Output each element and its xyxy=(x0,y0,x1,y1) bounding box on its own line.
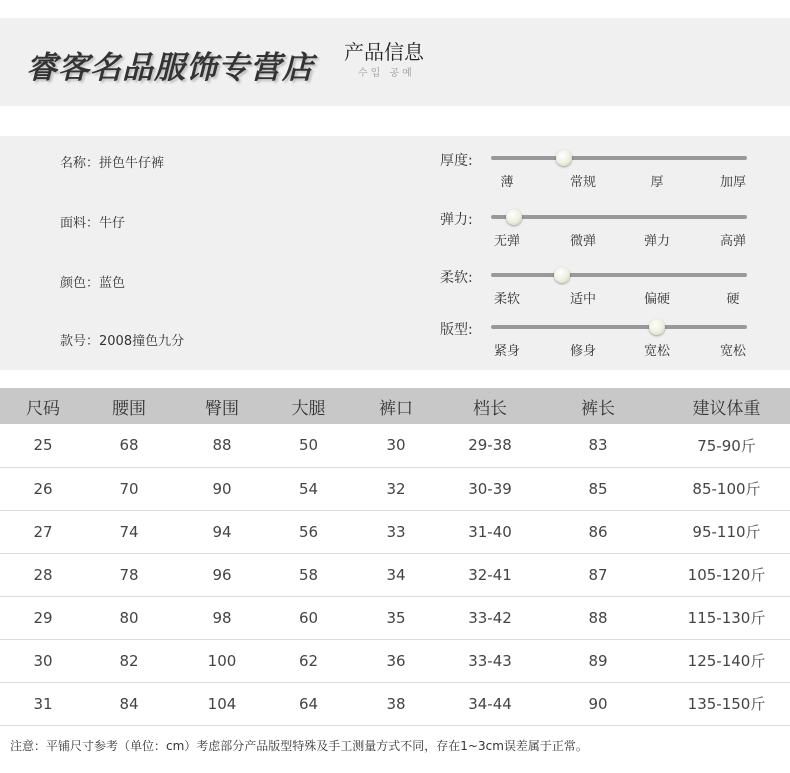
scale-track xyxy=(491,215,747,219)
table-row xyxy=(0,639,790,682)
scale-option: 微弹 xyxy=(569,234,597,249)
table-cell: 35 xyxy=(345,596,447,639)
column-header: 裤长 xyxy=(533,388,663,424)
table-cell: 95-110斤 xyxy=(663,510,790,553)
scale-option: 硬 xyxy=(726,292,740,307)
column-header: 档长 xyxy=(447,388,533,424)
scale-option: 厚 xyxy=(650,175,664,190)
table-cell: 85-100斤 xyxy=(663,467,790,510)
table-row xyxy=(0,553,790,596)
scale-label: 柔软: xyxy=(440,270,473,286)
scale-knob xyxy=(506,209,522,225)
table-cell: 30-39 xyxy=(447,467,533,510)
column-header: 大腿 xyxy=(272,388,345,424)
scale-option: 适中 xyxy=(569,292,597,307)
table-cell: 70 xyxy=(86,467,172,510)
table-cell: 125-140斤 xyxy=(663,639,790,682)
table-cell: 85 xyxy=(533,467,663,510)
shop-name: 睿客名品服饰专营店 xyxy=(26,50,314,86)
table-cell: 115-130斤 xyxy=(663,596,790,639)
shop-header xyxy=(0,18,790,106)
table-cell: 86 xyxy=(533,510,663,553)
column-header: 臀围 xyxy=(172,388,272,424)
table-row xyxy=(0,510,790,553)
scale-option: 高弹 xyxy=(719,234,747,249)
table-cell: 80 xyxy=(86,596,172,639)
elasticity-scale xyxy=(440,209,760,259)
table-cell: 38 xyxy=(345,682,447,725)
scale-option: 弹力 xyxy=(643,234,671,249)
scale-label: 厚度: xyxy=(440,153,473,169)
table-cell: 68 xyxy=(86,424,172,467)
table-cell: 74 xyxy=(86,510,172,553)
table-row xyxy=(0,424,790,467)
product-name: 名称：拼色牛仔裤 xyxy=(60,156,165,171)
table-cell: 33-43 xyxy=(447,639,533,682)
table-cell: 88 xyxy=(172,424,272,467)
table-cell: 36 xyxy=(345,639,447,682)
table-cell: 33-42 xyxy=(447,596,533,639)
table-cell: 105-120斤 xyxy=(663,553,790,596)
table-cell: 90 xyxy=(172,467,272,510)
table-cell: 29 xyxy=(0,596,86,639)
scale-option: 紧身 xyxy=(493,344,521,359)
table-cell: 58 xyxy=(272,553,345,596)
table-row xyxy=(0,467,790,510)
table-cell: 94 xyxy=(172,510,272,553)
table-cell: 98 xyxy=(172,596,272,639)
table-cell: 25 xyxy=(0,424,86,467)
table-cell: 104 xyxy=(172,682,272,725)
table-cell: 87 xyxy=(533,553,663,596)
product-info-panel xyxy=(0,136,790,370)
table-cell: 32 xyxy=(345,467,447,510)
section-subtitle: 수입 공예 xyxy=(358,68,415,79)
table-cell: 84 xyxy=(86,682,172,725)
scale-option: 无弹 xyxy=(493,234,521,249)
scale-option: 薄 xyxy=(500,175,514,190)
scale-track xyxy=(491,156,747,160)
scale-knob xyxy=(554,267,570,283)
scale-label: 弹力: xyxy=(440,212,473,228)
scale-knob xyxy=(556,150,572,166)
size-table-header xyxy=(0,388,790,424)
table-cell: 33 xyxy=(345,510,447,553)
table-cell: 28 xyxy=(0,553,86,596)
scale-option: 宽松 xyxy=(719,344,747,359)
table-cell: 100 xyxy=(172,639,272,682)
section-title: 产品信息 xyxy=(344,40,424,64)
fit-scale xyxy=(440,319,760,369)
scale-option: 宽松 xyxy=(643,344,671,359)
table-cell: 56 xyxy=(272,510,345,553)
table-cell: 88 xyxy=(533,596,663,639)
product-color: 颜色：蓝色 xyxy=(60,276,126,291)
table-cell: 31-40 xyxy=(447,510,533,553)
table-row xyxy=(0,682,790,725)
scale-knob xyxy=(649,319,665,335)
table-cell: 34-44 xyxy=(447,682,533,725)
thickness-scale xyxy=(440,150,760,200)
scale-label: 版型: xyxy=(440,322,473,338)
table-cell: 90 xyxy=(533,682,663,725)
scale-option: 偏硬 xyxy=(643,292,671,307)
column-header: 尺码 xyxy=(0,388,86,424)
table-cell: 30 xyxy=(0,639,86,682)
table-cell: 29-38 xyxy=(447,424,533,467)
scale-option: 加厚 xyxy=(719,175,747,190)
table-cell: 135-150斤 xyxy=(663,682,790,725)
table-cell: 34 xyxy=(345,553,447,596)
product-style-number: 款号：2008撞色九分 xyxy=(60,334,185,349)
product-material: 面料：牛仔 xyxy=(60,216,126,231)
table-cell: 83 xyxy=(533,424,663,467)
scale-track xyxy=(491,273,747,277)
table-cell: 62 xyxy=(272,639,345,682)
scale-option: 修身 xyxy=(569,344,597,359)
scale-option: 常规 xyxy=(569,175,597,190)
table-cell: 27 xyxy=(0,510,86,553)
table-cell: 32-41 xyxy=(447,553,533,596)
table-cell: 26 xyxy=(0,467,86,510)
measurement-note: 注意：平铺尺寸参考（单位：cm）考虑部分产品版型特殊及手工测量方式不同，存在1~3cm误差属于正常。 xyxy=(10,739,588,753)
scale-option: 柔软 xyxy=(493,292,521,307)
table-cell: 96 xyxy=(172,553,272,596)
table-cell: 75-90斤 xyxy=(663,424,790,467)
column-header: 腰围 xyxy=(86,388,172,424)
softness-scale xyxy=(440,267,760,317)
table-cell: 64 xyxy=(272,682,345,725)
scale-track xyxy=(491,325,747,329)
table-cell: 50 xyxy=(272,424,345,467)
table-cell: 89 xyxy=(533,639,663,682)
size-table xyxy=(0,388,790,726)
table-cell: 82 xyxy=(86,639,172,682)
table-cell: 54 xyxy=(272,467,345,510)
table-row xyxy=(0,596,790,639)
table-cell: 31 xyxy=(0,682,86,725)
column-header: 建议体重 xyxy=(663,388,790,424)
table-cell: 60 xyxy=(272,596,345,639)
column-header: 裤口 xyxy=(345,388,447,424)
table-cell: 30 xyxy=(345,424,447,467)
table-cell: 78 xyxy=(86,553,172,596)
